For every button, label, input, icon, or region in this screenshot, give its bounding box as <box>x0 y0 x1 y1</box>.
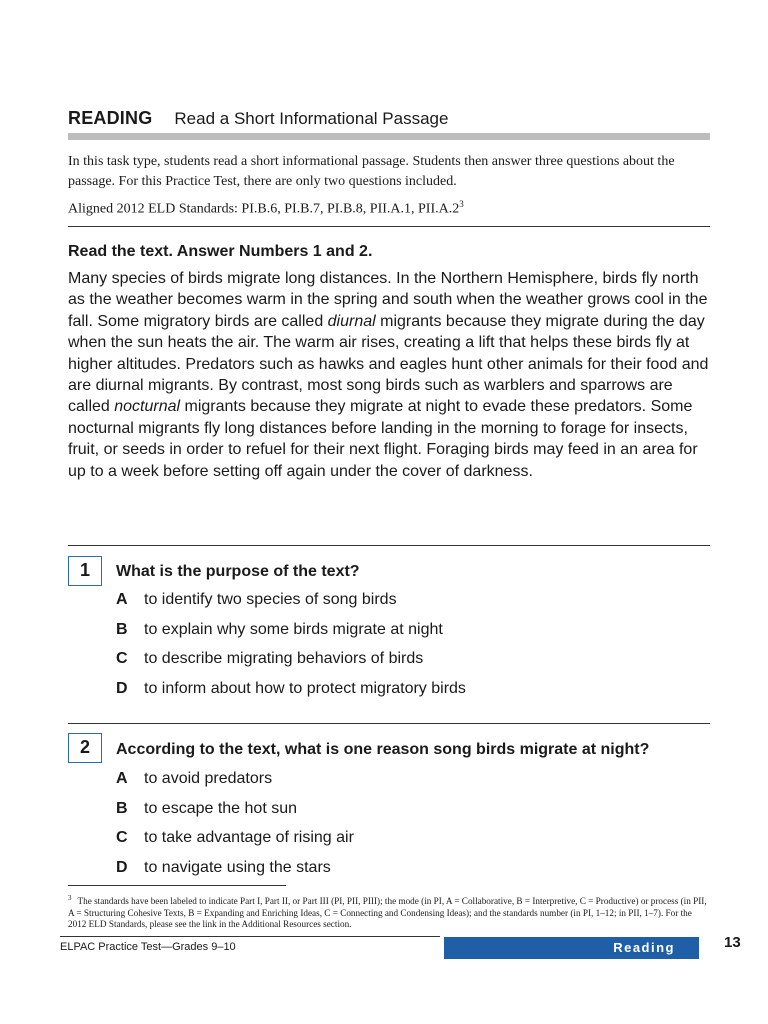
footer-test-title: ELPAC Practice Test—Grades 9–10 <box>60 941 236 953</box>
question-number-box: 1 <box>68 556 102 586</box>
option-letter: D <box>116 859 128 876</box>
passage-term-nocturnal: nocturnal <box>114 398 181 416</box>
footnote-divider <box>68 885 286 886</box>
header-divider-bar <box>68 133 710 140</box>
option-text: to take advantage of rising air <box>144 829 354 846</box>
section-header <box>68 108 710 129</box>
section-label: READING <box>68 108 153 128</box>
question-text: What is the purpose of the text? <box>116 563 360 580</box>
footer-rule <box>60 936 440 937</box>
option-text: to escape the hot sun <box>144 800 297 817</box>
answer-option-b[interactable] <box>116 621 443 639</box>
answer-option-d[interactable] <box>116 680 466 698</box>
footnote-text: The standards have been labeled to indicate Part I, Part II, or Part III (PI, PII, PIII); the mode (in PI, A = Collaborative, B = Interpretive, C = Productive) or process (in PII, A = Structuring Cohesive Texts, B = Expanding and Enriching Ideas, C = Connecting and Condensing Ideas); and the standards number (in PI, 1–12; in PII, 1–7). For the 2012 ELD Standards, please see the link in the Additional Resources section. <box>68 896 707 930</box>
divider <box>68 545 710 546</box>
passage-text <box>68 268 710 482</box>
option-text: to inform about how to protect migratory birds <box>144 680 466 697</box>
answer-option-c[interactable] <box>116 829 354 847</box>
option-letter: C <box>116 650 128 667</box>
footnote-marker: 3 <box>68 894 72 902</box>
answer-option-d[interactable] <box>116 859 331 877</box>
aligned-standards-text: Aligned 2012 ELD Standards: PI.B.6, PI.B.7, PI.B.8, PII.A.1, PII.A.2 <box>68 201 460 217</box>
aligned-standards <box>68 199 464 218</box>
option-letter: A <box>116 770 128 787</box>
footnote-ref: 3 <box>459 199 464 209</box>
option-text: to avoid predators <box>144 770 273 787</box>
option-letter: C <box>116 829 128 846</box>
document-page <box>60 0 741 1024</box>
passage-part-1: Many species of birds migrate long distances. In the Northern Hemisphere, birds fly north as the weather becomes warm in the spring and south when the weather grows cool in the fall. Some migratory birds are called <box>68 270 708 330</box>
option-letter: B <box>116 800 128 817</box>
footer-section-bar <box>444 937 699 959</box>
section-title: Read a Short Informational Passage <box>174 109 449 128</box>
divider <box>68 226 710 227</box>
answer-option-b[interactable] <box>116 800 297 818</box>
footnote <box>68 893 710 931</box>
footer-section-label: Reading <box>613 940 675 955</box>
passage-term-diurnal: diurnal <box>327 312 376 330</box>
answer-option-a[interactable] <box>116 591 397 609</box>
question-number-box: 2 <box>68 733 102 763</box>
option-letter: D <box>116 680 128 697</box>
option-letter: B <box>116 621 128 638</box>
task-intro: In this task type, students read a short informational passage. Students then answer three questions about the passage. For this Practice Test, there are only two questions included. <box>68 154 675 189</box>
passage-instructions: Read the text. Answer Numbers 1 and 2. <box>68 243 373 260</box>
option-text: to identify two species of song birds <box>144 591 397 608</box>
option-text: to explain why some birds migrate at night <box>144 621 443 638</box>
divider <box>68 723 710 724</box>
passage-part-3: migrants because they migrate at night to evade these predators. Some nocturnal migrants fly long distances before landing in the morning to forage for insects, fruit, or seeds in order to refuel for their next flight. Foraging birds may feed in an area for up to a week before setting off again under the cover of darkness. <box>68 398 698 480</box>
answer-option-c[interactable] <box>116 650 423 668</box>
passage-part-2: migrants because they migrate during the day when the sun heats the air. The warm air rises, creating a lift that helps these birds fly at higher altitudes. Predators such as hawks and eagles hunt other animals for their food and are diurnal migrants. By contrast, most song birds such as warblers and sparrows are called <box>68 312 709 416</box>
option-letter: A <box>116 591 128 608</box>
answer-option-a[interactable] <box>116 770 272 788</box>
page-number: 13 <box>724 934 741 951</box>
option-text: to navigate using the stars <box>144 859 331 876</box>
option-text: to describe migrating behaviors of birds <box>144 650 424 667</box>
question-text: According to the text, what is one reason song birds migrate at night? <box>116 741 650 758</box>
